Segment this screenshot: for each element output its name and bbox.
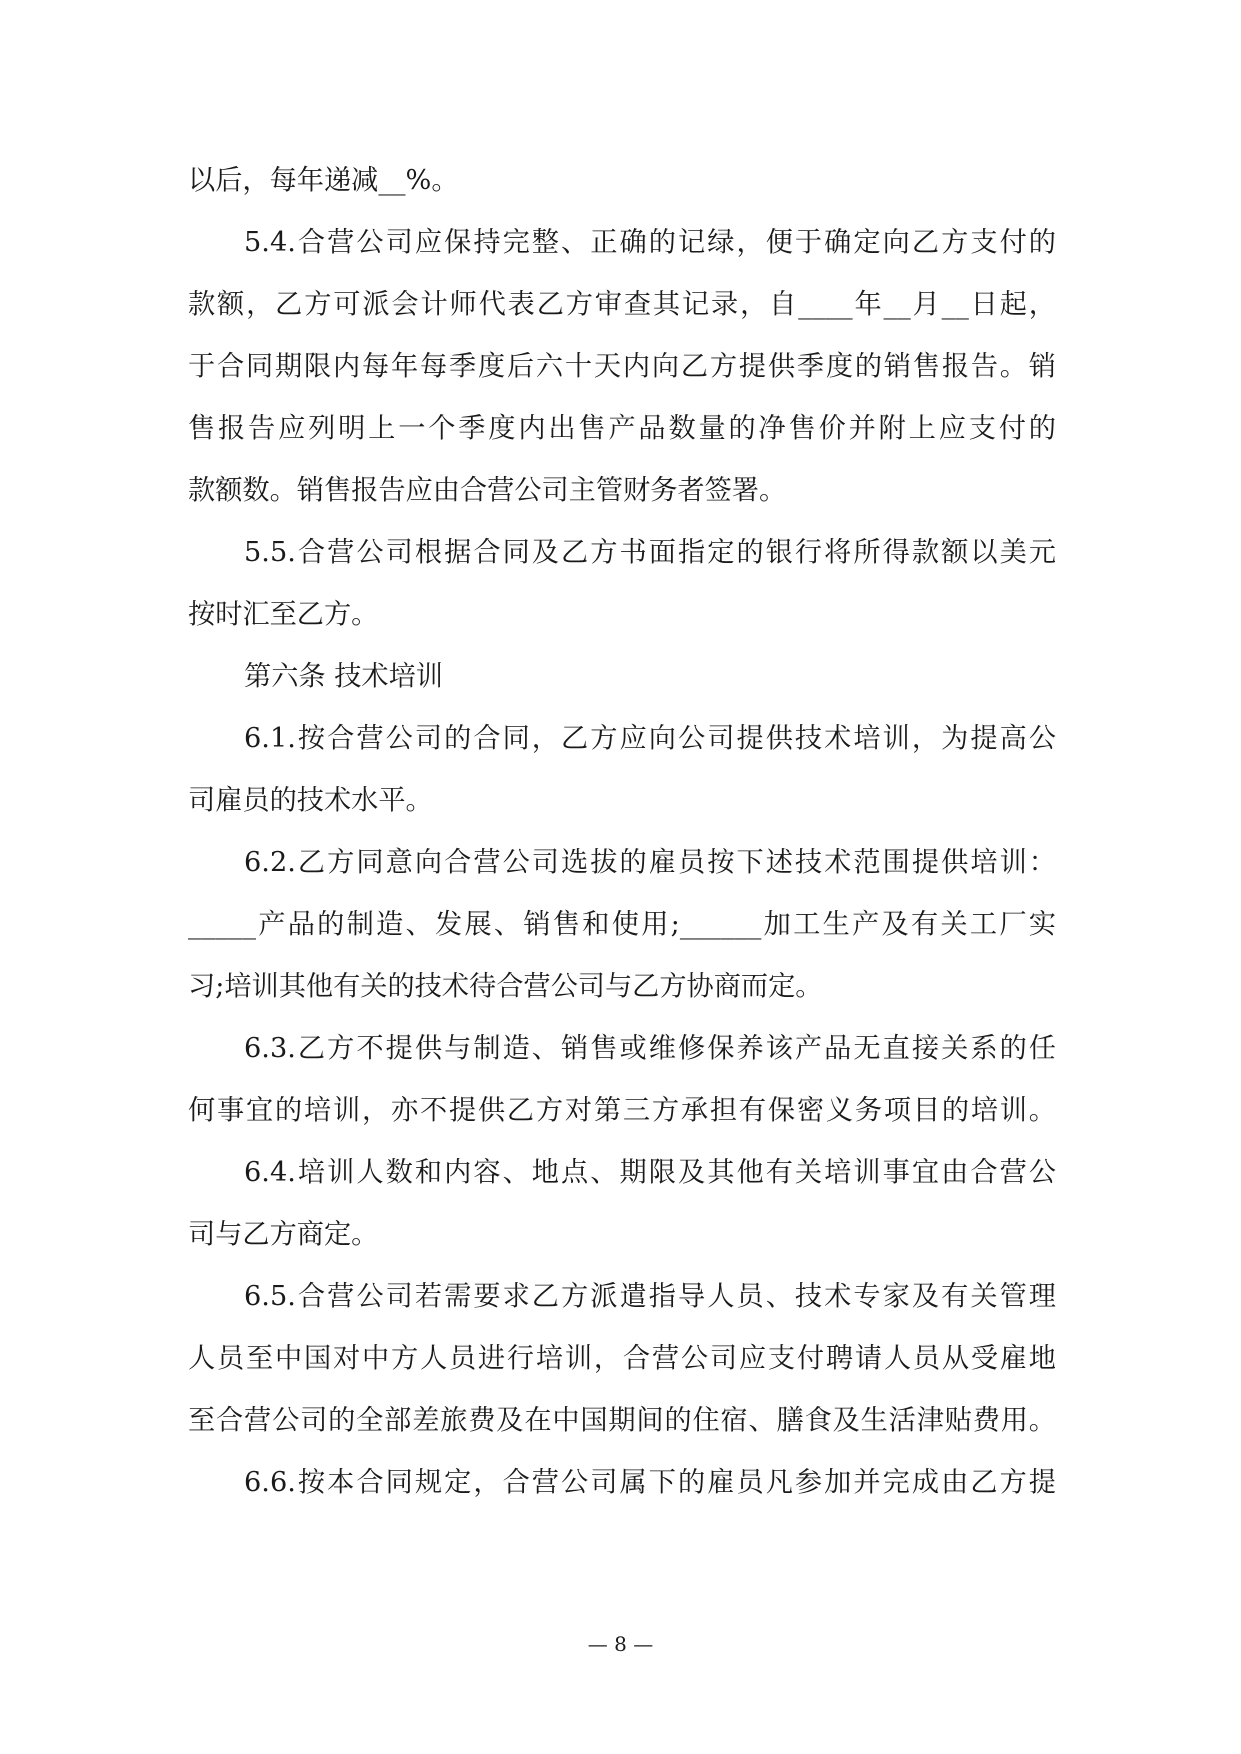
section-heading: 第六条 技术培训 xyxy=(244,661,443,692)
text-line: 于合同期限内每年每季度后六十天内向乙方提供季度的销售报告。销 xyxy=(188,351,1056,382)
text-line: 款额数。销售报告应由合营公司主管财务者签署。 xyxy=(188,475,787,506)
text-line: 以后，每年递减__%。 xyxy=(188,165,459,196)
text-line: 款额，乙方可派会计师代表乙方审查其记录，自____年__月__日起， xyxy=(188,289,1056,320)
text-line: 按时汇至乙方。 xyxy=(188,599,379,630)
text-line: 司雇员的技术水平。 xyxy=(188,785,433,816)
page-number: — 8 — xyxy=(587,1632,654,1656)
text-line: 习;培训其他有关的技术待合营公司与乙方协商而定。 xyxy=(188,971,823,1002)
text-line: 5.5.合营公司根据合同及乙方书面指定的银行将所得款额以美元 xyxy=(244,537,1056,568)
text-line: 何事宜的培训，亦不提供乙方对第三方承担有保密义务项目的培训。 xyxy=(188,1095,1056,1126)
text-line: 5.4.合营公司应保持完整、正确的记绿，便于确定向乙方支付的 xyxy=(244,227,1056,258)
text-line: 6.6.按本合同规定，合营公司属下的雇员凡参加并完成由乙方提 xyxy=(244,1467,1056,1498)
text-line: 6.3.乙方不提供与制造、销售或维修保养该产品无直接关系的任 xyxy=(244,1033,1056,1064)
text-line: 至合营公司的全部差旅费及在中国期间的住宿、膳食及生活津贴费用。 xyxy=(188,1405,1056,1436)
text-line: 6.1.按合营公司的合同，乙方应向公司提供技术培训，为提高公 xyxy=(244,723,1056,754)
text-line: _____产品的制造、发展、销售和使用;______加工生产及有关工厂实 xyxy=(188,909,1056,940)
text-line: 6.5.合营公司若需要求乙方派遣指导人员、技术专家及有关管理 xyxy=(244,1281,1056,1312)
text-line: 司与乙方商定。 xyxy=(188,1219,379,1250)
text-line: 人员至中国对中方人员进行培训，合营公司应支付聘请人员从受雇地 xyxy=(188,1343,1056,1374)
document-page xyxy=(188,150,1056,1514)
text-line: 售报告应列明上一个季度内出售产品数量的净售价并附上应支付的 xyxy=(188,413,1056,444)
text-line: 6.4.培训人数和内容、地点、期限及其他有关培训事宜由合营公 xyxy=(244,1157,1056,1188)
text-line: 6.2.乙方同意向合营公司选拔的雇员按下述技术范围提供培训： xyxy=(244,847,1056,878)
